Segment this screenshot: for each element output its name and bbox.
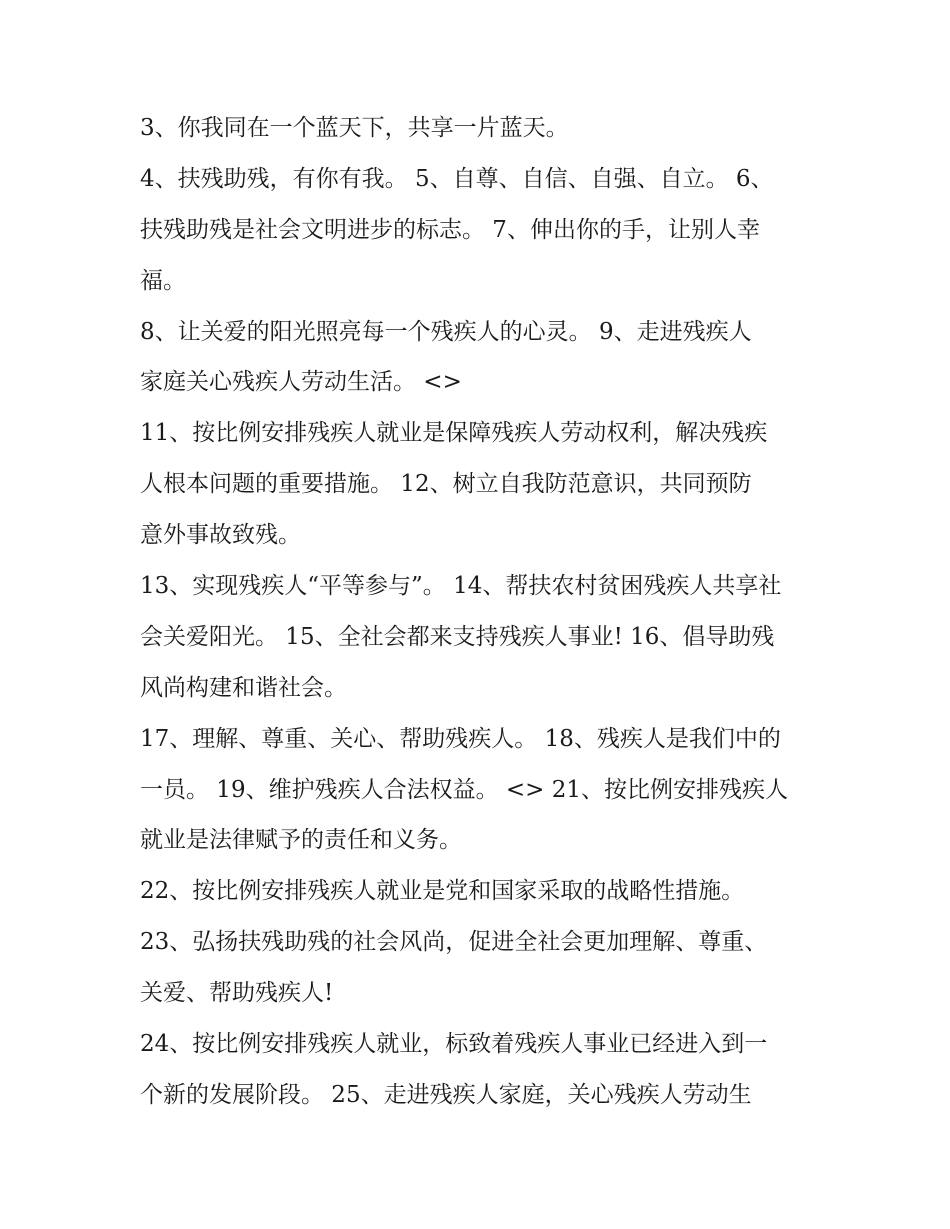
text-line: 4、扶残助残，有你有我。 5、自尊、自信、自强、自立。 6、 — [140, 165, 774, 192]
document-body — [140, 103, 840, 1121]
text-line: 8、让关爱的阳光照亮每一个残疾人的心灵。 9、走进残疾人 — [140, 318, 752, 345]
text-line: 关爱、帮助残疾人! — [140, 980, 334, 1007]
text-line: 23、弘扬扶残助残的社会风尚，促进全社会更加理解、尊重、 — [140, 929, 768, 956]
text-line: 22、按比例安排残疾人就业是党和国家采取的战略性措施。 — [140, 878, 745, 905]
text-line: 3、你我同在一个蓝天下，共享一片蓝天。 — [140, 115, 569, 141]
text-line: 扶残助残是社会文明进步的标志。 7、伸出你的手，让别人幸 — [140, 216, 760, 243]
text-line: 会关爱阳光。 15、全社会都来支持残疾人事业! 16、倡导助残 — [140, 623, 775, 650]
text-line: 一员。 19、维护残疾人合法权益。 <> 21、按比例安排残疾人 — [140, 776, 789, 803]
text-line: 13、实现残疾人“平等参与”。 14、帮扶农村贫困残疾人共享社 — [140, 573, 782, 600]
text-line: 24、按比例安排残疾人就业，标致着残疾人事业已经进入到一 — [140, 1031, 768, 1058]
text-line: 11、按比例安排残疾人就业是保障残疾人劳动权利，解决残疾 — [140, 420, 768, 447]
text-line: 意外事故致残。 — [140, 522, 301, 549]
text-line: 福。 — [140, 267, 186, 294]
text-line: 风尚构建和谐社会。 — [140, 674, 347, 701]
text-line: 家庭关心残疾人劳动生活。 <> — [140, 369, 462, 396]
text-line: 个新的发展阶段。 25、走进残疾人家庭，关心残疾人劳动生 — [140, 1081, 752, 1108]
text-line: 人根本问题的重要措施。 12、树立自我防范意识，共同预防 — [140, 471, 752, 498]
text-line: 17、理解、尊重、关心、帮助残疾人。 18、残疾人是我们中的 — [140, 725, 781, 752]
text-line: 就业是法律赋予的责任和义务。 — [140, 827, 462, 854]
